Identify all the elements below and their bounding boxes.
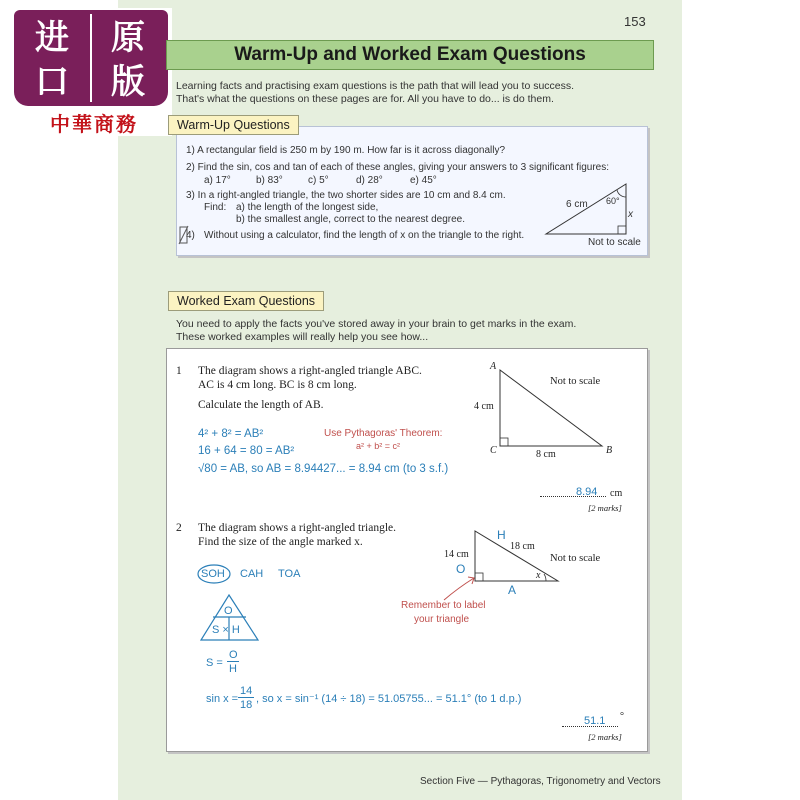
warmup-q1: 1) A rectangular field is 250 m by 190 m. How far is it across diagonally? <box>186 145 506 156</box>
page-title-bar <box>166 40 654 70</box>
q1-work-line1: 4² + 8² = AB² <box>198 428 264 440</box>
q2-diagram-note: Not to scale <box>550 553 601 564</box>
q1-marks: [2 marks] <box>588 503 622 513</box>
warmup-q3-b: b) the smallest angle, correct to the nearest degree. <box>236 214 466 225</box>
warmup-q3-find: Find: <box>204 202 227 213</box>
q1-hint1: Use Pythagoras' Theorem: <box>324 428 443 439</box>
q2-line2: Find the size of the angle marked x. <box>198 536 363 548</box>
warmup-q4: Without using a calculator, find the length of x on the triangle to the right. <box>204 230 525 241</box>
warmup-tri-side: 6 cm <box>566 199 588 210</box>
page-footer: Section Five — Pythagoras, Trigonometry and Vectors <box>420 776 661 787</box>
q1-side-bc: 8 cm <box>536 449 556 460</box>
sin-lhs: sin x = <box>206 693 239 705</box>
calculator-crossed-icon <box>179 226 189 246</box>
q1-work-line2: 16 + 64 = 80 = AB² <box>198 445 295 457</box>
sin-numerator: 14 <box>240 685 253 697</box>
q1-answer: 8.94 <box>576 486 598 498</box>
formula-lhs: S = <box>206 657 223 669</box>
q1-answer-unit: cm <box>610 488 623 499</box>
warmup-q2-part: e) 45° <box>410 175 437 186</box>
q2-answer: 51.1 <box>584 715 606 727</box>
q1-work-line3: √80 = AB, so AB = 8.94427... = 8.94 cm (to 3 s.f.) <box>198 463 449 475</box>
worked-label: Worked Exam Questions <box>168 291 324 311</box>
q1-number: 1 <box>176 365 182 377</box>
q1-hint2: a² + b² = c² <box>356 441 401 451</box>
warmup-tri-note: Not to scale <box>588 237 641 248</box>
q1-vertex-b: B <box>606 445 613 456</box>
formula-triangle-top: O <box>224 605 233 617</box>
q2-marks: [2 marks] <box>588 732 622 742</box>
q1-line3: Calculate the length of AB. <box>198 399 324 411</box>
toa-label: TOA <box>278 568 301 580</box>
q2-label-o: O <box>456 562 466 576</box>
logo-char: 口 <box>35 62 69 102</box>
q1-side-ac: 4 cm <box>474 401 494 412</box>
q2-angle-x: x <box>536 570 541 581</box>
page-number: 153 <box>624 14 646 29</box>
q1-vertex-a: A <box>490 361 497 372</box>
q2-side-hyp: 18 cm <box>510 541 535 552</box>
q2-number: 2 <box>176 522 182 534</box>
sin-working: , so x = sin⁻¹ (14 ÷ 18) = 51.05755... = 51.1° (to 1 d.p.) <box>256 693 522 705</box>
intro-line: Learning facts and practising exam questions is the path that will lead you to success. <box>176 80 575 92</box>
formula-triangle-bottom: S × H <box>212 624 240 636</box>
q1-vertex-c: C <box>490 445 497 456</box>
intro-line: That's what the questions on these pages are for. All you have to do... is do them. <box>176 93 554 105</box>
q2-line1: The diagram shows a right-angled triangle. <box>198 522 396 534</box>
logo-subtitle: 中華商務 <box>50 112 138 136</box>
remember-note-line1: Remember to label <box>401 600 486 611</box>
publisher-logo <box>12 8 172 136</box>
q1-line1: The diagram shows a right-angled triangle ABC. <box>198 365 422 377</box>
warmup-q3: 3) In a right-angled triangle, the two shorter sides are 10 cm and 8.4 cm. <box>186 190 506 201</box>
formula-numerator: O <box>229 649 238 661</box>
q2-label-a: A <box>508 583 517 597</box>
logo-char: 原 <box>111 18 145 58</box>
remember-note-line2: your triangle <box>414 614 470 625</box>
warmup-q3-a: a) the length of the longest side, <box>236 202 379 213</box>
warmup-label: Warm-Up Questions <box>168 115 299 135</box>
worked-intro-line: These worked examples will really help you see how... <box>176 331 429 343</box>
warmup-tri-angle: 60° <box>606 196 620 206</box>
logo-char: 进 <box>35 18 69 58</box>
sin-denominator: 18 <box>240 699 253 711</box>
warmup-q2-part: a) 17° <box>204 175 231 186</box>
logo-char: 版 <box>111 62 145 102</box>
warmup-q2-part: c) 5° <box>308 175 329 186</box>
q1-diagram-note: Not to scale <box>550 376 601 387</box>
warmup-tri-x: x <box>628 209 633 220</box>
cah-label: CAH <box>240 568 264 580</box>
warmup-triangle-diagram <box>540 180 640 240</box>
q1-line2: AC is 4 cm long. BC is 8 cm long. <box>198 379 357 391</box>
warmup-q2-part: d) 28° <box>356 175 383 186</box>
worked-intro-line: You need to apply the facts you've stored away in your brain to get marks in the exam. <box>176 318 577 330</box>
formula-denominator: H <box>229 663 237 675</box>
page-title: Warm-Up and Worked Exam Questions <box>234 44 586 65</box>
q2-side-opp: 14 cm <box>444 549 469 560</box>
warmup-q2: 2) Find the sin, cos and tan of each of these angles, giving your answers to 3 significant figures: <box>186 162 610 173</box>
q2-answer-unit: ° <box>620 711 624 722</box>
warmup-q4-number: 4) <box>186 230 195 241</box>
soh-label: SOH <box>201 568 225 580</box>
warmup-q2-part: b) 83° <box>256 175 283 186</box>
q2-label-h: H <box>497 528 506 542</box>
